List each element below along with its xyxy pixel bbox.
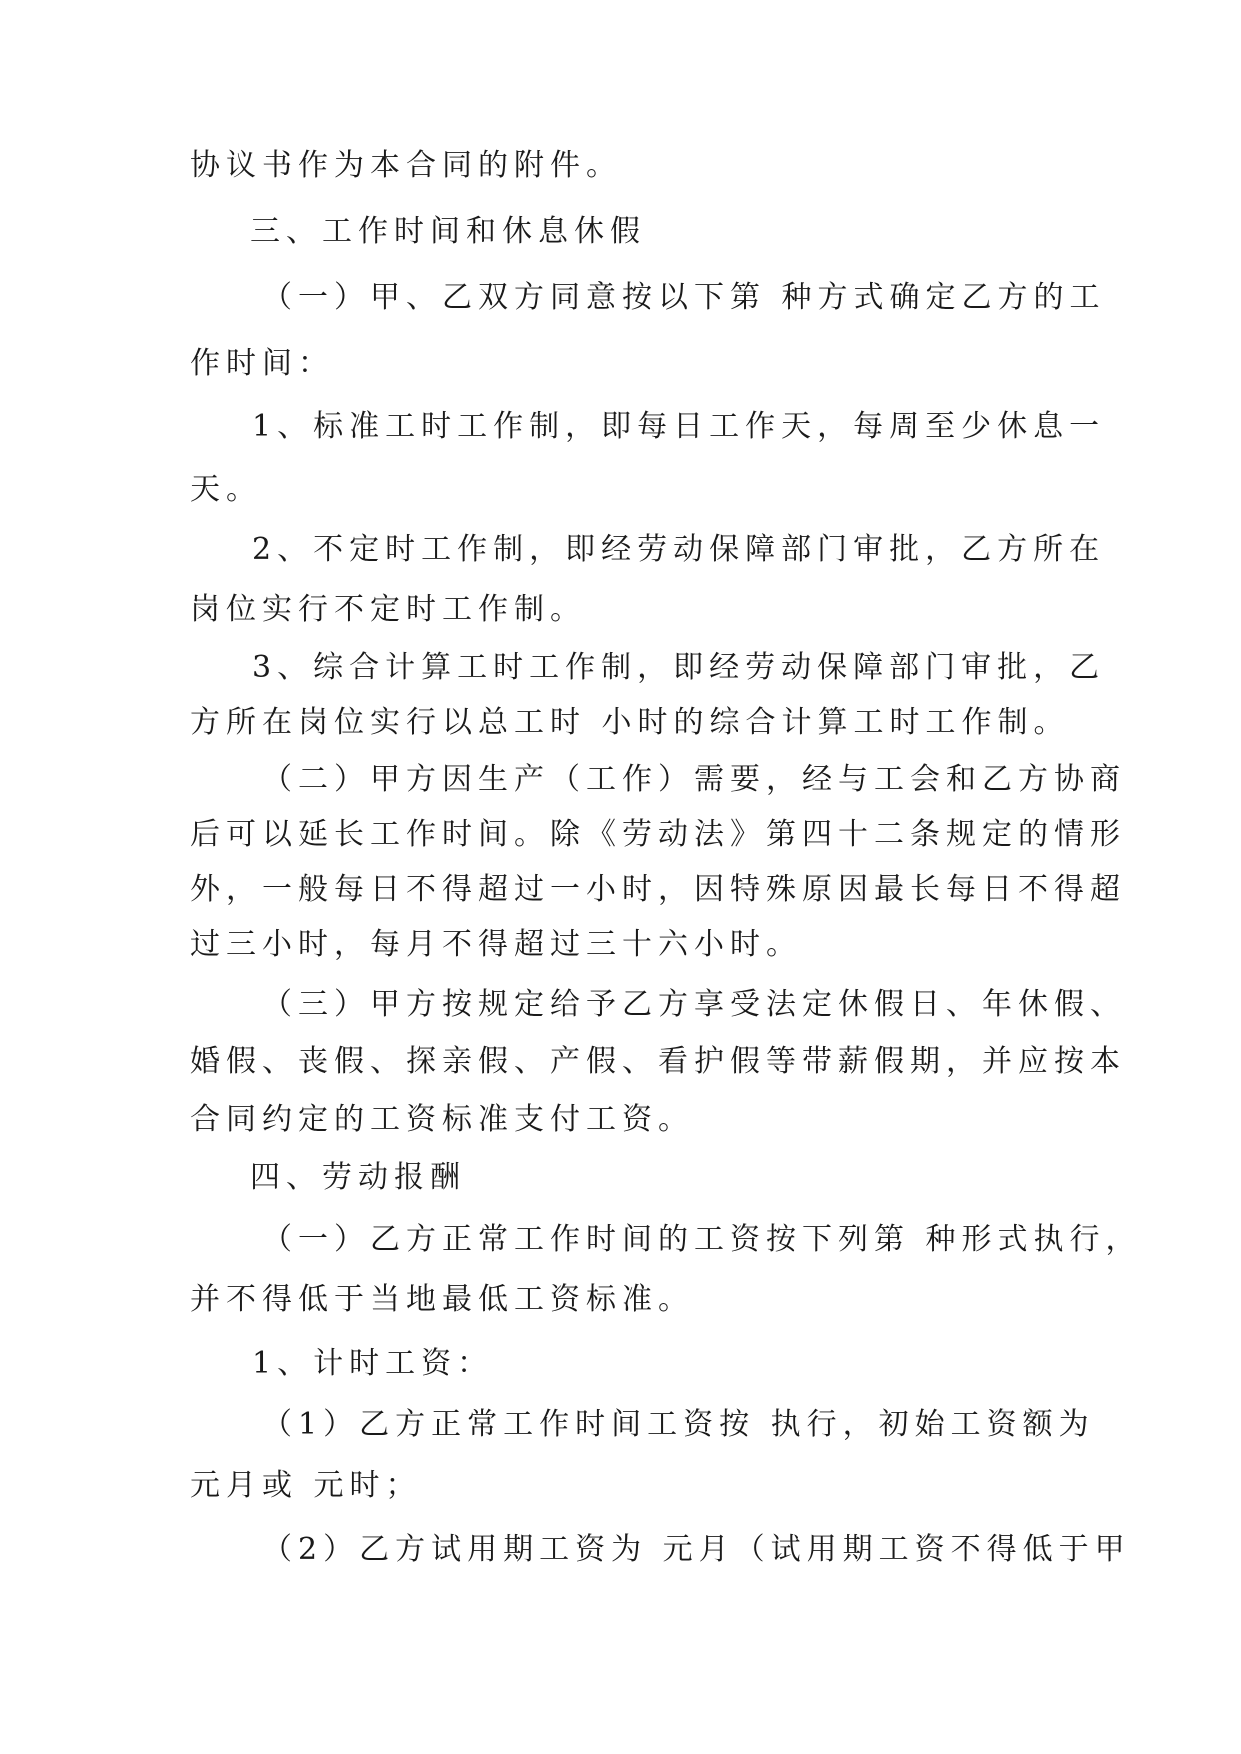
- text-line: （2）乙方试用期工资为 元月（试用期工资不得低于甲: [262, 1532, 1131, 1567]
- text-line: 1、标准工时工作制，即每日工作天，每周至少休息一: [252, 409, 1106, 444]
- text-line: 2、不定时工作制，即经劳动保障部门审批，乙方所在: [252, 532, 1106, 567]
- text-line: （一）甲、乙双方同意按以下第 种方式确定乙方的工: [262, 280, 1106, 315]
- text-line: 3、综合计算工时工作制，即经劳动保障部门审批，乙: [252, 650, 1106, 685]
- section-heading: 三、工作时间和休息休假: [250, 214, 646, 249]
- section-heading: 四、劳动报酬: [250, 1160, 466, 1195]
- text-line: 1、计时工资：: [252, 1346, 494, 1381]
- text-line: 作时间：: [190, 346, 334, 381]
- text-line: 后可以延长工作时间。除《劳动法》第四十二条规定的情形: [190, 817, 1126, 852]
- text-line: （一）乙方正常工作时间的工资按下列第 种形式执行，: [262, 1222, 1142, 1257]
- text-line: 婚假、丧假、探亲假、产假、看护假等带薪假期，并应按本: [190, 1044, 1126, 1079]
- text-line: 并不得低于当地最低工资标准。: [190, 1282, 694, 1317]
- text-line: （1）乙方正常工作时间工资按 执行，初始工资额为: [262, 1407, 1095, 1442]
- text-line: 方所在岗位实行以总工时 小时的综合计算工时工作制。: [190, 705, 1070, 740]
- text-line: 过三小时，每月不得超过三十六小时。: [190, 927, 802, 962]
- text-line: （二）甲方因生产（工作）需要，经与工会和乙方协商: [262, 762, 1126, 797]
- text-line: 岗位实行不定时工作制。: [190, 592, 586, 627]
- text-line: 外，一般每日不得超过一小时，因特殊原因最长每日不得超: [190, 872, 1126, 907]
- text-line: （三）甲方按规定给予乙方享受法定休假日、年休假、: [262, 987, 1126, 1022]
- text-line: 元月或 元时；: [190, 1468, 422, 1503]
- text-line: 天。: [190, 472, 262, 507]
- text-line: 协议书作为本合同的附件。: [190, 148, 622, 183]
- text-line: 合同约定的工资标准支付工资。: [190, 1102, 694, 1137]
